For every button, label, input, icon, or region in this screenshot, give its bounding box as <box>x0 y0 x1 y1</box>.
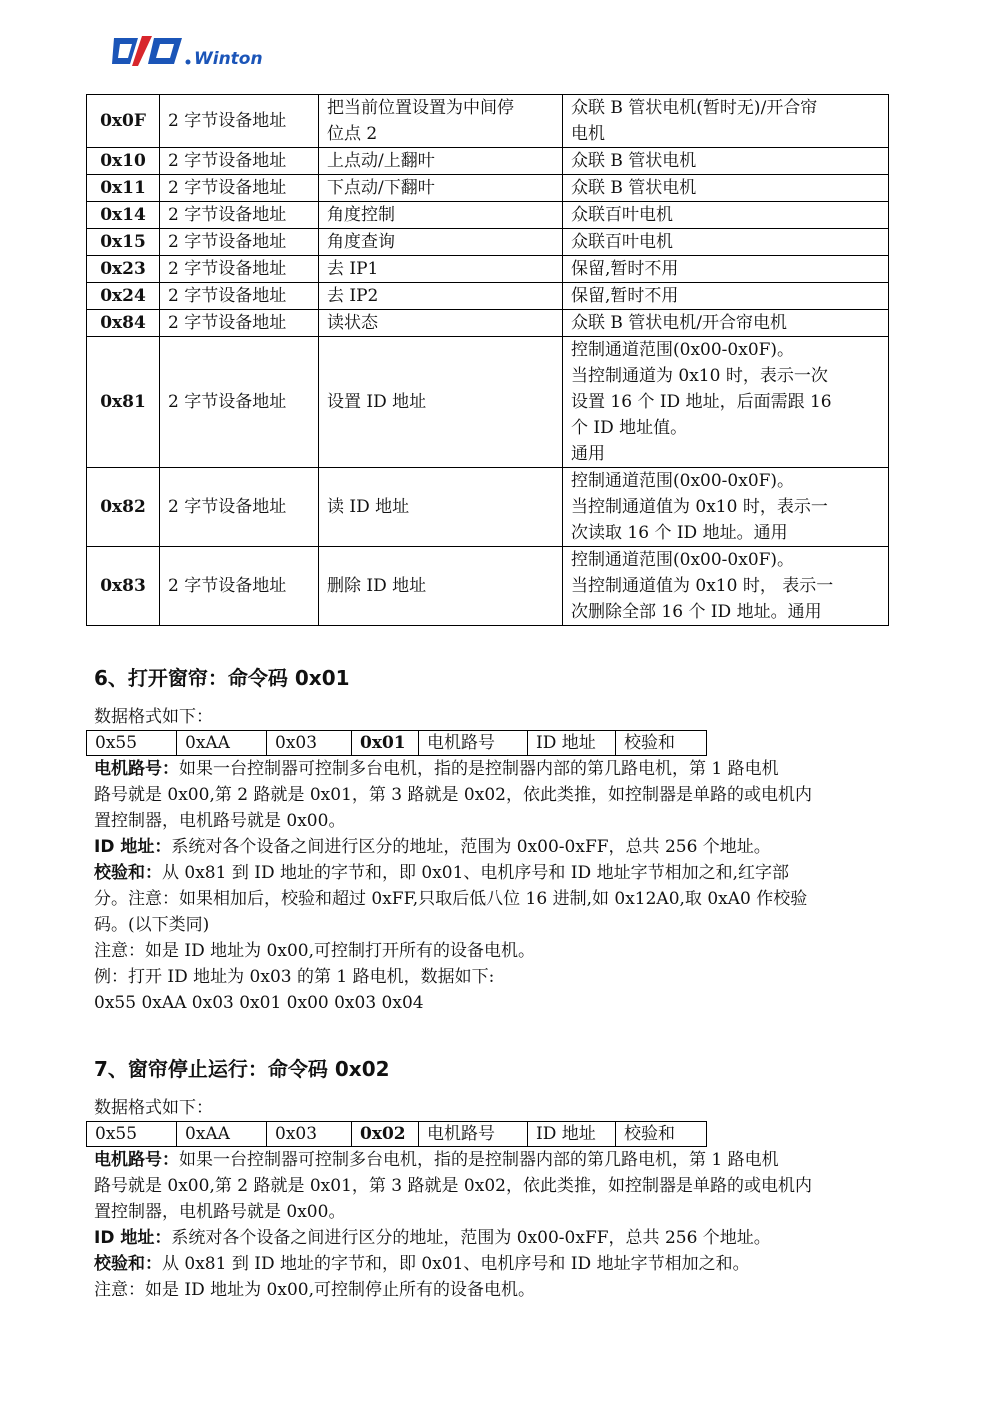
command-function <box>319 283 563 310</box>
command-note <box>563 283 889 310</box>
command-address: 2 字节设备地址 <box>160 148 319 175</box>
checksum-label: 校验和： <box>94 1254 162 1274</box>
command-row <box>87 148 889 175</box>
command-row <box>87 256 889 283</box>
command-function <box>319 256 563 283</box>
command-function-line: 删除 ID 地址 <box>327 576 427 596</box>
command-code: 0x10 <box>87 148 160 175</box>
command-note-line: 保留,暂时不用 <box>571 286 679 306</box>
command-note-line: 众联百叶电机 <box>571 232 673 252</box>
command-note-line: 电机 <box>571 124 605 144</box>
command-function-line: 上点动/上翻叶 <box>327 151 435 171</box>
command-note <box>563 95 889 148</box>
checksum-label: 校验和： <box>94 863 162 883</box>
id-desc <box>94 834 900 860</box>
command-note-line: 众联 B 管状电机 <box>571 151 697 171</box>
command-code: 0x0F <box>87 95 160 148</box>
command-function-line: 去 IP2 <box>327 286 379 306</box>
command-address: 2 字节设备地址 <box>160 468 319 547</box>
winton-logo <box>108 30 288 70</box>
section-heading: 6、打开窗帘：命令码 0x01 <box>94 666 350 690</box>
command-note <box>563 229 889 256</box>
format-cell-command: 0x01 <box>352 731 419 756</box>
command-address: 2 字节设备地址 <box>160 175 319 202</box>
command-note-line: 众联 B 管状电机(暂时无)/开合帘 <box>571 98 818 118</box>
command-function <box>319 175 563 202</box>
command-code: 0x83 <box>87 547 160 626</box>
motor-desc <box>94 756 900 834</box>
command-note <box>563 148 889 175</box>
format-cell: 0x03 <box>267 1122 352 1147</box>
format-cell: 0x55 <box>87 1122 177 1147</box>
logo-text: Winton <box>194 49 263 69</box>
command-function-line: 读 ID 地址 <box>327 497 410 517</box>
format-cell: 电机路号 <box>419 731 528 756</box>
checksum-desc <box>94 1251 900 1277</box>
checksum-desc <box>94 860 900 938</box>
command-row <box>87 310 889 337</box>
command-note <box>563 547 889 626</box>
command-note-line: 当控制通道为 0x10 时，表示一次 <box>571 366 828 386</box>
command-function <box>319 148 563 175</box>
format-row <box>87 1122 707 1147</box>
desc-line: 码。(以下类同) <box>94 915 210 935</box>
command-function <box>319 202 563 229</box>
command-address: 2 字节设备地址 <box>160 256 319 283</box>
section-stop-curtain <box>94 1055 900 1303</box>
command-address: 2 字节设备地址 <box>160 229 319 256</box>
command-note-line: 个 ID 地址值。 <box>571 418 688 438</box>
format-cell: 电机路号 <box>419 1122 528 1147</box>
command-function-line: 去 IP1 <box>327 259 379 279</box>
command-row <box>87 95 889 148</box>
command-code: 0x82 <box>87 468 160 547</box>
id-label: ID 地址： <box>94 1228 172 1248</box>
format-cell-command: 0x02 <box>352 1122 419 1147</box>
section-heading: 7、窗帘停止运行：命令码 0x02 <box>94 1057 390 1081</box>
command-address: 2 字节设备地址 <box>160 283 319 310</box>
command-function-line: 角度查询 <box>327 232 395 252</box>
command-code: 0x84 <box>87 310 160 337</box>
command-note-line: 次读取 16 个 ID 地址。通用 <box>571 523 788 543</box>
command-note <box>563 256 889 283</box>
format-label: 数据格式如下： <box>94 707 213 727</box>
command-note <box>563 468 889 547</box>
note-text: 注意：如是 ID 地址为 0x00,可控制打开所有的设备电机。 <box>94 941 535 961</box>
command-function-line: 读状态 <box>327 313 378 333</box>
format-cell: 校验和 <box>616 731 707 756</box>
command-note <box>563 175 889 202</box>
command-note-line: 众联 B 管状电机 <box>571 178 697 198</box>
format-cell: 0x03 <box>267 731 352 756</box>
command-code: 0x14 <box>87 202 160 229</box>
format-cell: 0xAA <box>177 731 267 756</box>
format-cell: 0x55 <box>87 731 177 756</box>
desc-line: 如果一台控制器可控制多台电机，指的是控制器内部的第几路电机，第 1 路电机 <box>179 759 779 779</box>
command-note <box>563 202 889 229</box>
command-row <box>87 175 889 202</box>
desc-line: 从 0x81 到 ID 地址的字节和，即 0x01、电机序号和 ID 地址字节相加之和。 <box>162 1254 750 1274</box>
command-row <box>87 229 889 256</box>
desc-line: 路号就是 0x00,第 2 路就是 0x01，第 3 路就是 0x02，依此类推，如控制器是单路的或电机内 <box>94 1176 812 1196</box>
command-address: 2 字节设备地址 <box>160 310 319 337</box>
command-note <box>563 310 889 337</box>
id-label: ID 地址： <box>94 837 172 857</box>
data-format-table <box>86 1121 707 1147</box>
command-note-line: 设置 16 个 ID 地址，后面需跟 16 <box>571 392 832 412</box>
command-address: 2 字节设备地址 <box>160 547 319 626</box>
command-function-line: 设置 ID 地址 <box>327 392 427 412</box>
command-function <box>319 468 563 547</box>
command-function-line: 下点动/下翻叶 <box>327 178 435 198</box>
command-row <box>87 468 889 547</box>
desc-line: 路号就是 0x00,第 2 路就是 0x01，第 3 路就是 0x02，依此类推，如控制器是单路的或电机内 <box>94 785 812 805</box>
desc-line: 系统对各个设备之间进行区分的地址，范围为 0x00-0xFF，总共 256 个地址。 <box>171 1228 771 1248</box>
command-function <box>319 229 563 256</box>
format-cell: ID 地址 <box>528 1122 616 1147</box>
desc-line: 分。注意：如果相加后，校验和超过 0xFF,只取后低八位 16 进制,如 0x12A0,取 0xA0 作校验 <box>94 889 808 909</box>
command-function <box>319 337 563 468</box>
command-function-line: 把当前位置设置为中间停 <box>327 98 514 118</box>
desc-line: 系统对各个设备之间进行区分的地址，范围为 0x00-0xFF，总共 256 个地址。 <box>171 837 771 857</box>
example-label: 例：打开 ID 地址为 0x03 的第 1 路电机，数据如下: <box>94 967 495 987</box>
command-function <box>319 310 563 337</box>
command-code: 0x23 <box>87 256 160 283</box>
command-note-line: 当控制通道值为 0x10 时， 表示一 <box>571 576 834 596</box>
desc-line: 置控制器，电机路号就是 0x00。 <box>94 811 346 831</box>
section-open-curtain <box>94 664 900 1016</box>
motor-label: 电机路号： <box>94 1150 179 1170</box>
format-cell: 校验和 <box>616 1122 707 1147</box>
format-label: 数据格式如下： <box>94 1098 213 1118</box>
command-function-line: 位点 2 <box>327 124 378 144</box>
command-note-line: 众联百叶电机 <box>571 205 673 225</box>
command-function <box>319 95 563 148</box>
command-row <box>87 283 889 310</box>
format-cell: 0xAA <box>177 1122 267 1147</box>
command-address: 2 字节设备地址 <box>160 202 319 229</box>
command-note <box>563 337 889 468</box>
desc-line: 置控制器，电机路号就是 0x00。 <box>94 1202 346 1222</box>
data-format-table <box>86 730 707 756</box>
id-desc <box>94 1225 900 1251</box>
command-note-line: 众联 B 管状电机/开合帘电机 <box>571 313 788 333</box>
command-row <box>87 337 889 468</box>
note-text: 注意：如是 ID 地址为 0x00,可控制停止所有的设备电机。 <box>94 1280 535 1300</box>
command-code: 0x11 <box>87 175 160 202</box>
command-note-line: 控制通道范围(0x00-0x0F)。 <box>571 550 795 570</box>
command-note-line: 通用 <box>571 444 605 464</box>
format-row <box>87 731 707 756</box>
command-note-line: 控制通道范围(0x00-0x0F)。 <box>571 471 795 491</box>
motor-label: 电机路号： <box>94 759 179 779</box>
command-function <box>319 547 563 626</box>
command-code: 0x15 <box>87 229 160 256</box>
command-note-line: 保留,暂时不用 <box>571 259 679 279</box>
command-table <box>86 94 889 626</box>
command-row <box>87 547 889 626</box>
desc-line: 从 0x81 到 ID 地址的字节和，即 0x01、电机序号和 ID 地址字节相加之和,红字部 <box>162 863 789 883</box>
format-cell: ID 地址 <box>528 731 616 756</box>
command-note-line: 当控制通道值为 0x10 时，表示一 <box>571 497 828 517</box>
desc-line: 如果一台控制器可控制多台电机，指的是控制器内部的第几路电机，第 1 路电机 <box>179 1150 779 1170</box>
command-code: 0x24 <box>87 283 160 310</box>
motor-desc <box>94 1147 900 1225</box>
command-note-line: 控制通道范围(0x00-0x0F)。 <box>571 340 795 360</box>
command-address: 2 字节设备地址 <box>160 95 319 148</box>
command-row <box>87 202 889 229</box>
command-code: 0x81 <box>87 337 160 468</box>
command-address: 2 字节设备地址 <box>160 337 319 468</box>
command-note-line: 次删除全部 16 个 ID 地址。通用 <box>571 602 822 622</box>
example-data: 0x55 0xAA 0x03 0x01 0x00 0x03 0x04 <box>94 993 424 1013</box>
command-function-line: 角度控制 <box>327 205 395 225</box>
